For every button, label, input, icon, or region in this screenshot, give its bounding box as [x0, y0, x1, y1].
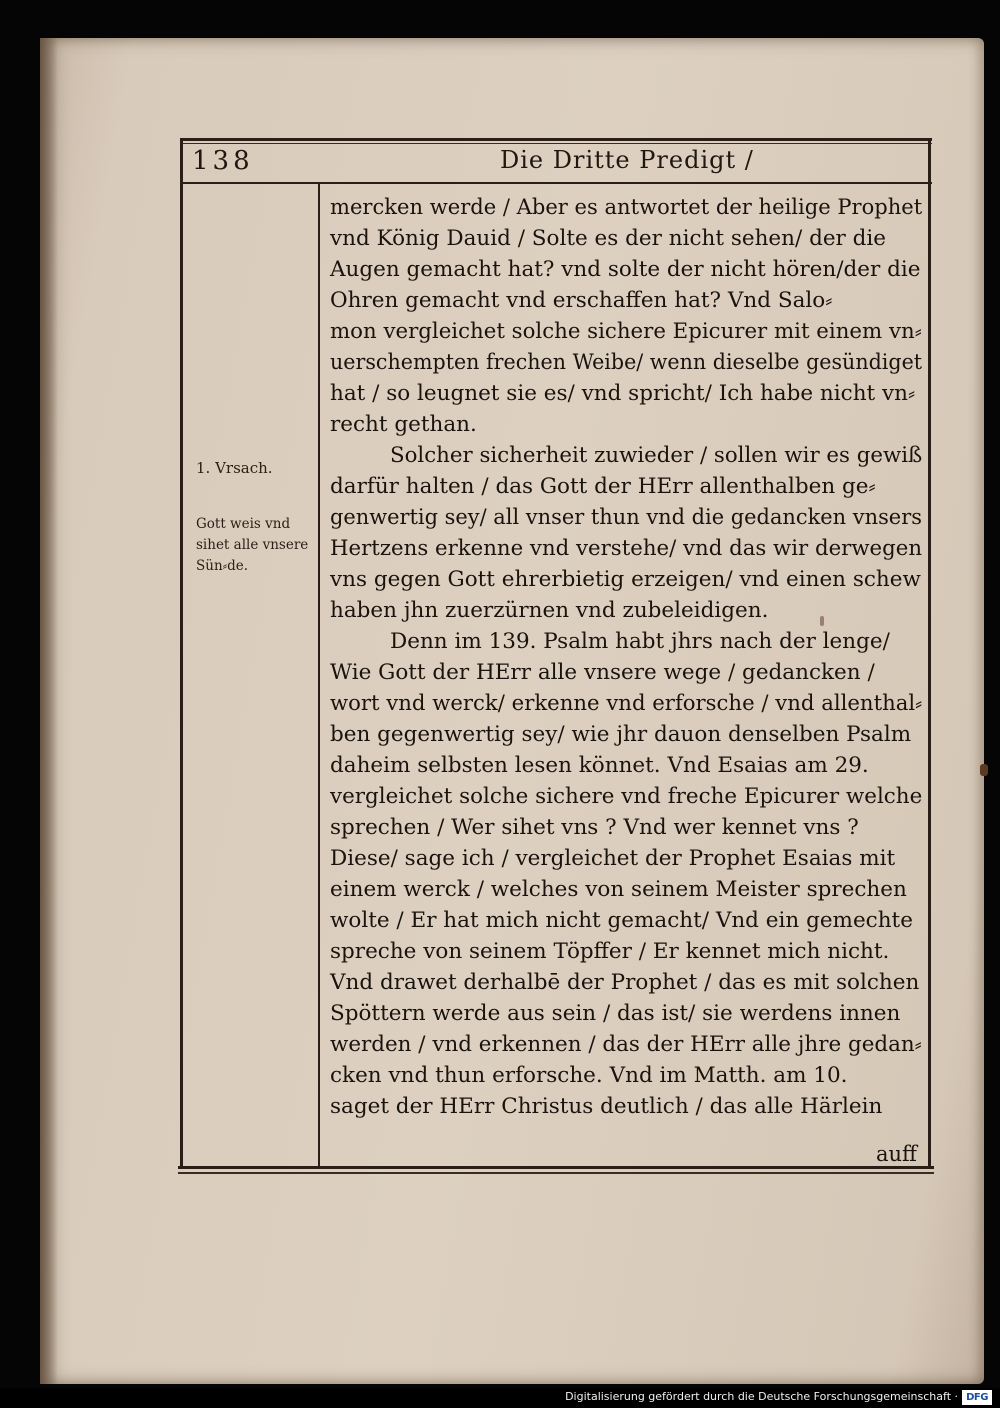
text-line: darfür halten / das Gott der HErr allenthalben ge⸗ — [330, 474, 876, 499]
frame-rule-top — [180, 138, 932, 141]
text-line: hat / so leugnet sie es/ vnd spricht/ Ich habe nicht vn⸗ — [330, 381, 916, 406]
text-line: sprechen / Wer sihet vns ? Vnd wer kennet vns ? — [330, 815, 859, 840]
text-line: Diese/ sage ich / vergleichet der Prophet Esaias mit — [330, 846, 896, 871]
frame-rule-bottom-outer — [178, 1172, 934, 1174]
text-line: uerschempten frechen Weibe/ wenn dieselbe gesündiget — [330, 350, 923, 375]
page-gutter-shadow — [40, 38, 58, 1384]
ink-speck — [820, 616, 824, 626]
frame-rule-left — [180, 138, 183, 1168]
text-line: cken vnd thun erforsche. Vnd im Matth. am 10. — [330, 1063, 848, 1088]
text-line: spreche von seinem Töpffer / Er kennet mich nicht. — [330, 939, 890, 964]
text-line: einem werck / welches von seinem Meister sprechen — [330, 877, 907, 902]
text-line: Vnd drawet derhalbē der Prophet / das es mit solchen — [330, 970, 920, 995]
text-line: haben jhn zuerzürnen vnd zubeleidigen. — [330, 598, 769, 623]
text-line: Hertzens erkenne vnd verstehe/ vnd das wir derwegen — [330, 536, 923, 561]
margin-column-rule — [318, 182, 320, 1168]
text-line: wort vnd werck/ erkenne vnd erforsche / vnd allenthal⸗ — [330, 691, 923, 716]
text-line: Spöttern werde aus sein / das ist/ sie werdens innen — [330, 1001, 901, 1026]
text-line: genwertig sey/ all vnser thun vnd die gedancken vnsers — [330, 505, 922, 530]
text-line: Wie Gott der HErr alle vnsere wege / gedancken / — [330, 660, 875, 685]
paragraph-start-line: Solcher sicherheit zuwieder / sollen wir es gewiß — [390, 443, 923, 468]
running-title: Die Dritte Predigt / — [500, 146, 754, 174]
paragraph-start-line: Denn im 139. Psalm habt jhrs nach der lenge/ — [390, 629, 890, 654]
text-line: mercken werde / Aber es antwortet der heilige Prophet — [330, 195, 923, 220]
text-line: mon vergleichet solche sichere Epicurer mit einem vn⸗ — [330, 319, 922, 344]
text-line: saget der HErr Christus deutlich / das alle Härlein — [330, 1094, 883, 1119]
text-line: Ohren gemacht vnd erschaffen hat? Vnd Salo⸗ — [330, 288, 833, 313]
margin-note-cause: 1. Vrsach. — [196, 459, 273, 477]
text-line: wolte / Er hat mich nicht gemacht/ Vnd ein gemechte — [330, 908, 913, 933]
frame-rule-right — [928, 138, 931, 1168]
text-line: ben gegenwertig sey/ wie jhr dauon denselben Psalm — [330, 722, 912, 747]
text-line: vns gegen Gott ehrerbietig erzeigen/ vnd einen schew — [330, 567, 921, 592]
text-line: vnd König Dauid / Solte es der nicht sehen/ der die — [330, 226, 887, 251]
text-line: recht gethan. — [330, 412, 477, 437]
text-line: vergleichet solche sichere vnd freche Epicurer welche — [330, 784, 923, 809]
page-number: 138 — [192, 146, 254, 176]
funding-credit: Digitalisierung gefördert durch die Deutsche Forschungsgemeinschaft · — [565, 1390, 958, 1403]
text-line: werden / vnd erkennen / das der HErr alle jhre gedan⸗ — [330, 1032, 922, 1057]
margin-note-god-knows: Gott weis vnd sihet alle vnsere Sün⸗de. — [196, 516, 309, 574]
text-line: Augen gemacht hat? vnd solte der nicht hören/der die — [330, 257, 921, 282]
body-text — [330, 192, 922, 1122]
catchword: auff — [876, 1142, 917, 1166]
frame-rule-top-inner — [180, 143, 932, 144]
dfg-logo-icon: DFG — [962, 1390, 992, 1405]
page-edge-mark — [980, 764, 988, 776]
text-line: daheim selbsten lesen könnet. Vnd Esaias am 29. — [330, 753, 869, 778]
header-rule — [180, 182, 932, 184]
frame-rule-bottom — [178, 1166, 934, 1169]
